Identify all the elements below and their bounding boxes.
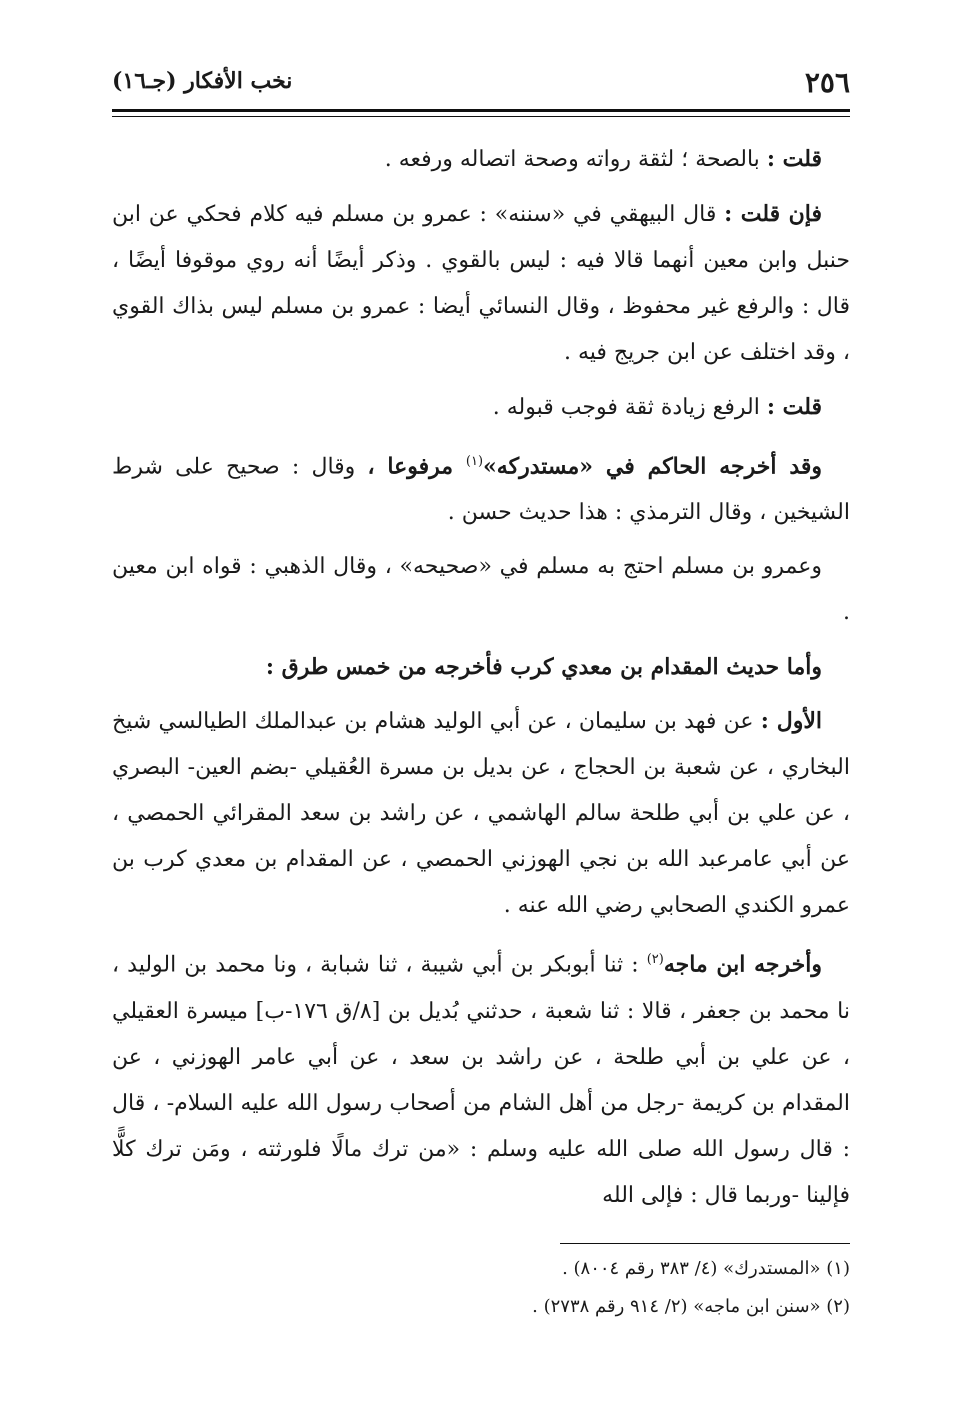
paragraph-text: عن فهد بن سليمان ، عن أبي الوليد هشام بن عبدالملك الطيالسي شيخ البخاري ، عن شعبة بن الحجاج ، عن بديل بن مسرة العُقيلي -بضم العين- البصري ، عن علي بن أبي طلحة سالم الهاشمي ، عن راشد بن سعد المقرائي الحمصي ، عن أبي عامرعبد الله بن نجي الهوزني الحمصي ، عن المقدام بن معدي كرب بن عمرو الكندي الصحابي رضي الله عنه . [112,709,850,919]
paragraph [112,136,850,183]
paragraph-lead: وأخرجه ابن ماجه [663,951,822,978]
paragraph [112,191,850,376]
running-title: نخب الأفكار (جـ١٦) [112,68,293,94]
footnote-ref[interactable]: (١) [465,454,484,469]
paragraph-lead: قلت : [766,394,822,420]
paragraph-lead: وقد أخرجه الحاكم في «مستدركه» [483,453,823,480]
footnote: (٢) «سنن ابن ماجه» (٢/ ٩١٤ رقم ٢٧٣٨) . [532,1296,850,1317]
paragraph-lead: فإن قلت : [724,201,823,227]
footnote: (١) «المستدرك» (٤/ ٣٨٣ رقم ٨٠٠٤) . [562,1258,850,1279]
footnote-separator [560,1243,850,1244]
paragraph-lead: مرفوعا ، [367,453,466,480]
paragraph-text: وعمرو بن مسلم احتج به مسلم في «صحيحه» ، وقال الذهبي : قواه ابن معين . [112,554,850,626]
paragraph [112,937,850,1218]
footnotes [112,1250,850,1326]
paragraph [112,698,850,929]
paragraph [112,384,850,431]
page-number: ٢٥٦ [804,66,850,99]
footnote-ref[interactable]: (٢) [646,952,664,968]
paragraph-text: بالصحة ؛ لثقة رواته وصحة اتصاله ورفعه . [384,147,767,172]
section-heading: وأما حديث المقدام بن معدي كرب فأخرجه من خمس طرق : [265,654,822,681]
paragraph-lead: قلت : [766,146,822,172]
main-text [112,136,850,1227]
paragraph-lead: الأول : [760,708,822,735]
paragraph [112,439,850,536]
header-rule-thick [112,109,850,112]
paragraph-text: : ثنا أبوبكر بن أبي شيبة ، ثنا شبابة ، ونا محمد بن الوليد ، نا محمد بن جعفر ، قالا : ثنا شعبة ، حدثني بُديل بن [٨/ق ١٧٦-ب] ميسرة العقيلي ، عن علي بن أبي طلحة ، عن راشد بن سعد ، عن أبي عامر الهوزني ، عن المقدام بن كريمة -رجل من أهل الشام من أصحاب رسول الله عليه السلام- ، قال : قال رسول الله صلى الله عليه وسلم : «من ترك مالًا فلورثته ، ومَن ترك كلًّا فإلينا -وربما قال : فإلى الله [112,952,850,1208]
paragraph-text: وقال : صحيح على شرط الشيخين ، وقال الترمذي : هذا حديث حسن . [112,454,850,526]
page-header [112,58,850,108]
paragraph-text: قال البيهقي في «سننه» : عمرو بن مسلم فيه كلام فحكي عن ابن حنبل وابن معين أنهما قالا فيه : ليس بالقوي . وذكر أيضًا أنه روي موقوفا أيضًا ، قال : والرفع غير محفوظ ، وقال النسائي أيضا : عمرو بن مسلم ليس بذاك القوي ، وقد اختلف عن ابن جريج فيه . [112,202,850,365]
header-rule-thin [112,116,850,117]
paragraph [112,544,850,636]
paragraph-text: الرفع زيادة ثقة فوجب قبوله . [492,395,767,420]
